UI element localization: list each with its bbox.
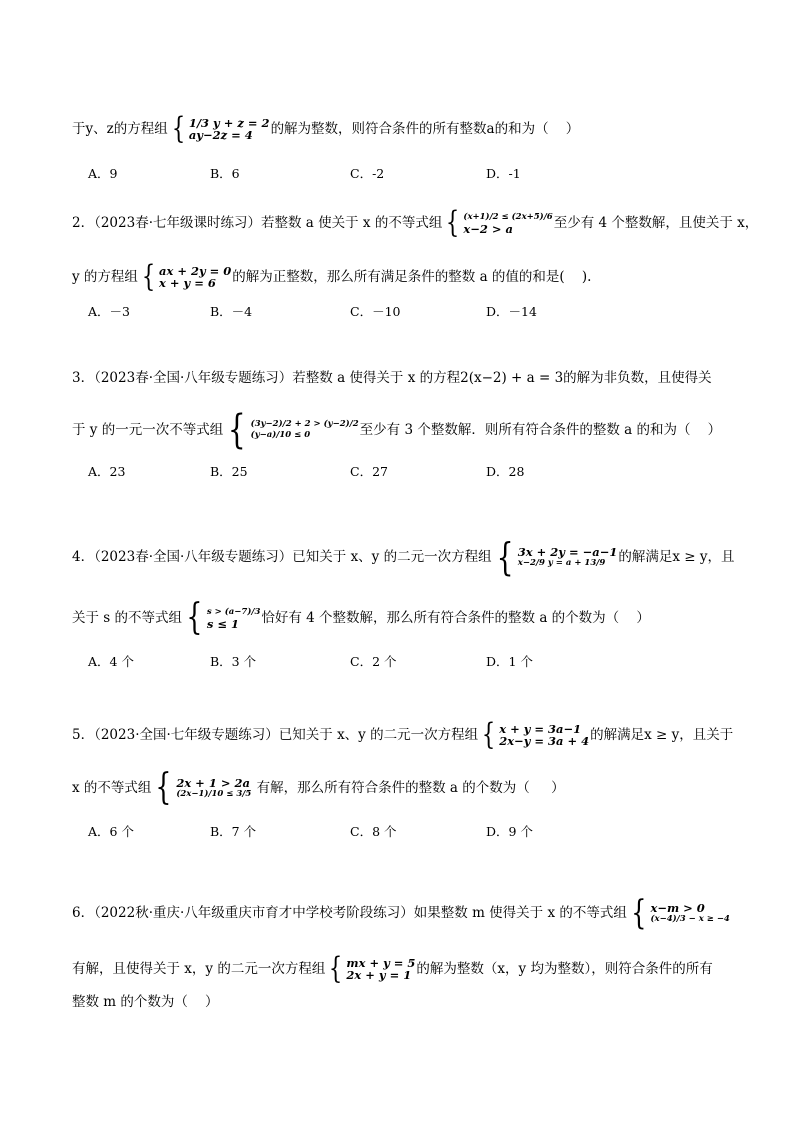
q4-text-2b: 恰好有 4 个整数解，那么所有符合条件的整数 a 的个数为（ ）: [261, 610, 650, 626]
q5-line-2: [72, 767, 728, 808]
q3-option-a: A．23: [88, 464, 126, 479]
q3-text-2a: 于 y 的一元一次不等式组: [72, 422, 224, 438]
q1-text-b: 的解为整数，则符合条件的所有整数a的和为（ ）: [270, 121, 580, 137]
q6-text-3: 整数 m 的个数为（ ）: [72, 994, 219, 1010]
q4-text-1a: 4．（2023春·全国·八年级专题练习）已知关于 x、y 的二元一次方程组: [72, 549, 492, 565]
q4-inequality-system: { s > (a−7)/3 s ≤ 1: [186, 597, 261, 638]
q5-inequality-system: { 2x + 1 > 2a (2x−1)/10 ≤ 3/5: [155, 767, 252, 808]
q1-option-b: B．6: [210, 166, 240, 181]
q2-option-c: C．－10: [350, 304, 401, 319]
q4-ineq-1: s > (a−7)/3: [206, 606, 261, 617]
q1-eq-1: 1/3 y + z = 2: [188, 116, 270, 130]
q6-line-1: [72, 893, 730, 933]
q5-options: [88, 822, 688, 842]
q2-option-a: A．－3: [88, 304, 130, 319]
q3-line-1: [72, 368, 728, 388]
q5-option-d: D．9 个: [486, 824, 533, 839]
q6-eq-1: mx + y = 5: [346, 956, 416, 970]
q2-ineq-1: (x+1)/2 ≤ (2x+5)/6: [463, 211, 553, 222]
q2-eq-2: x + y = 6: [159, 276, 216, 290]
q3-inequality-system: { (3y−2)/2 + 2 > (y−2)/2 (y−a)/10 ≤ 0: [228, 407, 359, 453]
q6-text-2b: 的解为整数（x，y 均为整数），则符合条件的所有: [416, 961, 713, 977]
q3-ineq-2: (y−a)/10 ≤ 0: [250, 430, 311, 440]
q2-text-2b: 的解为正整数，那么所有满足条件的整数 a 的值的和是( ).: [232, 269, 592, 285]
q1-option-a: A．9: [88, 166, 118, 181]
q5-eq-1: x + y = 3a−1: [499, 722, 582, 736]
q5-equation-system: { x + y = 3a−1 2x−y = 3a + 4: [481, 717, 590, 752]
q1-eq-2: ay−2z = 4: [188, 128, 253, 142]
q1-stem: [72, 111, 728, 146]
q3-options: [88, 462, 688, 482]
q2-text-2a: y 的方程组: [72, 269, 138, 285]
q5-text-1a: 5．（2023·全国·七年级专题练习）已知关于 x、y 的二元一次方程组: [72, 727, 479, 743]
q4-eq-2: x−2/9 y = a + 13/9: [517, 557, 606, 568]
q6-ineq-1: x−m > 0: [650, 900, 705, 915]
q5-ineq-2: (2x−1)/10 ≤ 3/5: [176, 788, 252, 799]
q3-line-2: [72, 407, 728, 453]
q5-option-a: A．6 个: [88, 824, 134, 839]
q4-text-1b: 的解满足x ≥ y，且: [618, 549, 735, 565]
q1-options: [88, 164, 688, 184]
q4-options: [88, 652, 688, 672]
q4-option-b: B．3 个: [210, 654, 257, 669]
q3-ineq-1: (3y−2)/2 + 2 > (y−2)/2: [250, 419, 359, 429]
q2-option-d: D．－14: [486, 304, 537, 319]
q4-equation-system: { 3x + 2y = −a−1 x−2/9 y = a + 13/9: [496, 535, 618, 579]
q2-ineq-2: x−2 > a: [463, 221, 514, 236]
q6-eq-2: 2x + y = 1: [346, 968, 412, 982]
q1-option-d: D．-1: [486, 166, 521, 181]
q1-text-a: 于y、z的方程组: [72, 121, 168, 137]
q3-option-c: C．27: [350, 464, 388, 479]
q4-option-a: A．4 个: [88, 654, 134, 669]
q6-text-1a: 6．（2022秋·重庆·八年级重庆市育才中学校考阶段练习）如果整数 m 使得关于 x 的不等式组: [72, 905, 627, 921]
q1-equation-system: { 1/3 y + z = 2 ay−2z = 4: [171, 111, 270, 146]
q2-option-b: B．－4: [210, 304, 253, 319]
q4-option-c: C．2 个: [350, 654, 397, 669]
q6-inequality-system: { x−m > 0 (x−4)/3 − x ≥ −4: [631, 893, 730, 933]
q2-options: [88, 302, 688, 322]
q5-text-2a: x 的不等式组: [72, 780, 152, 796]
q5-line-1: [72, 717, 734, 752]
q5-text-2b: 有解，那么所有符合条件的整数 a 的个数为（ ）: [252, 780, 565, 796]
q6-line-3: [72, 992, 728, 1012]
q2-line-2: [72, 259, 728, 294]
q3-option-d: D．28: [486, 464, 525, 479]
q3-option-b: B．25: [210, 464, 248, 479]
q4-line-2: [72, 597, 728, 638]
q5-ineq-1: 2x + 1 > 2a: [176, 775, 250, 790]
q2-line-1: [72, 205, 759, 240]
q6-ineq-2: (x−4)/3 − x ≥ −4: [650, 913, 730, 924]
q2-inequality-system: { (x+1)/2 ≤ (2x+5)/6 x−2 > a: [446, 205, 553, 240]
q5-eq-2: 2x−y = 3a + 4: [499, 734, 590, 748]
q2-text-1a: 2．（2023春·七年级课时练习）若整数 a 使关于 x 的不等式组: [72, 215, 443, 231]
q3-text-2b: 至少有 3 个整数解．则所有符合条件的整数 a 的和为（ ）: [359, 422, 722, 438]
q2-text-1b: 至少有 4 个整数解，且使关于 x，: [553, 215, 759, 231]
q4-eq-1: 3x + 2y = −a−1: [517, 544, 618, 559]
q3-text-1: 3．（2023春·全国·八年级专题练习）若整数 a 使得关于 x 的方程2(x−2) + a = 3的解为非负数，且使得关: [72, 370, 712, 386]
q1-option-c: C．-2: [350, 166, 385, 181]
q5-text-1b: 的解满足x ≥ y，且关于: [590, 727, 734, 743]
q4-ineq-2: s ≤ 1: [206, 616, 240, 631]
q4-text-2a: 关于 s 的不等式组: [72, 610, 183, 626]
q2-equation-system: { ax + 2y = 0 x + y = 6: [141, 259, 232, 294]
q4-line-1: [72, 535, 735, 579]
q6-line-2: [72, 951, 728, 986]
q4-option-d: D．1 个: [486, 654, 533, 669]
q6-equation-system: { mx + y = 5 2x + y = 1: [329, 951, 416, 986]
q2-eq-1: ax + 2y = 0: [159, 264, 232, 278]
q5-option-c: C．8 个: [350, 824, 397, 839]
q6-text-2a: 有解，且使得关于 x，y 的二元一次方程组: [72, 961, 326, 977]
q5-option-b: B．7 个: [210, 824, 257, 839]
